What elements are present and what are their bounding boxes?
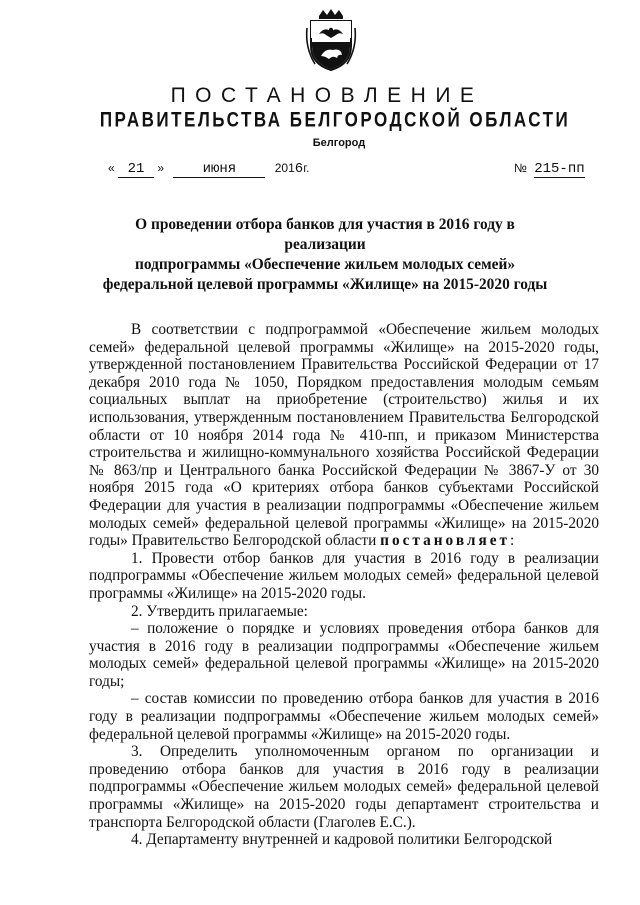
title-line-2: подпрограммы «Обеспечение жильем молодых семей» — [134, 256, 516, 273]
date-month: июня — [173, 161, 265, 178]
date-close-quote: » — [157, 161, 165, 175]
date-year-abbr: г. — [303, 161, 310, 175]
preamble-paragraph — [89, 321, 599, 550]
decree-word: постановляет — [380, 532, 511, 550]
document-title — [95, 215, 555, 295]
preamble-text: В соответствии с подпрограммой «Обеспечение жильем молодых семей» федеральной целевой программы «Жилище» на 2015-2020 годы, утвержденной постановлением Правительства Российской Федерации от 17 декабря 2010 года № 1050, Порядком предоставления молодым семьям социальных выплат на приобретение (строительство) жилья и их использования, утвержденным постановлением Правительства Белгородской области от 10 ноября 2014 года № 410-пп, и приказом Министерства строительства и жилищно-коммунального хозяйства Российской Федерации № 863/пр и Центрального банка Российской Федерации № 3867-У от 30 ноября 2015 года «О критериях отбора банков субъектами Российской Федерации для участия в реализации подпрограммы «Обеспечение жильем молодых семей» федеральной целевой программы «Жилище» на 2015-2020 годы» Правительство Белгородской области — [89, 321, 599, 550]
date-year-suffix: 6 — [294, 161, 304, 177]
item-4: 4. Департаменту внутренней и кадровой политики Белгородской — [131, 831, 553, 849]
decree-colon: : — [510, 532, 515, 550]
date-day: 21 — [118, 161, 154, 178]
number-label: № — [514, 161, 527, 175]
date-year-prefix: 201 — [274, 161, 295, 175]
coat-of-arms-emblem — [303, 8, 359, 72]
city-label: Белгород — [312, 137, 366, 149]
date-open-quote: « — [108, 161, 115, 175]
title-line-1: О проведении отбора банков для участия в 2016 году в реализации — [135, 216, 515, 253]
title-line-3: федеральной целевой программы «Жилище» на 2015-2020 годы — [102, 276, 548, 293]
item-3: 3. Определить уполномоченным органом по организации и проведению отбора банков для участия в 2016 году в реализации подпрограммы «Обеспечение жильем молодых семей» федеральной целевой программы «Жилище» на 2015-2020 годы департамент строительства и транспорта Белгородской области (Глаголев Е.С.). — [89, 743, 599, 831]
item-2: 2. Утвердить прилагаемые: — [131, 602, 308, 620]
document-number — [514, 161, 585, 177]
document-type-heading: ПОСТАНОВЛЕНИЕ — [170, 84, 484, 107]
document-body — [89, 321, 599, 849]
issuer-heading: ПРАВИТЕЛЬСТВА БЕЛГОРОДСКОЙ ОБЛАСТИ — [99, 107, 571, 132]
date-line — [108, 161, 309, 178]
number-value: 215-пп — [534, 161, 585, 177]
item-1: 1. Провести отбор банков для участия в 2016 году в реализации подпрограммы «Обеспечение жильем молодых семей» федеральной целевой программы «Жилище» на 2015-2020 годы. — [89, 549, 599, 602]
item-2a: – положение о порядке и условиях проведения отбора банков для участия в 2016 году в реализации подпрограммы «Обеспечение жильем молодых семей» федеральной целевой программы «Жилище» на 2015-2020 годы; — [89, 620, 599, 690]
item-2b: – состав комиссии по проведению отбора банков для участия в 2016 году в реализации подпрограммы «Обеспечение жильем молодых семей» федеральной целевой программы «Жилище» на 2015-2020 годы. — [89, 690, 599, 743]
